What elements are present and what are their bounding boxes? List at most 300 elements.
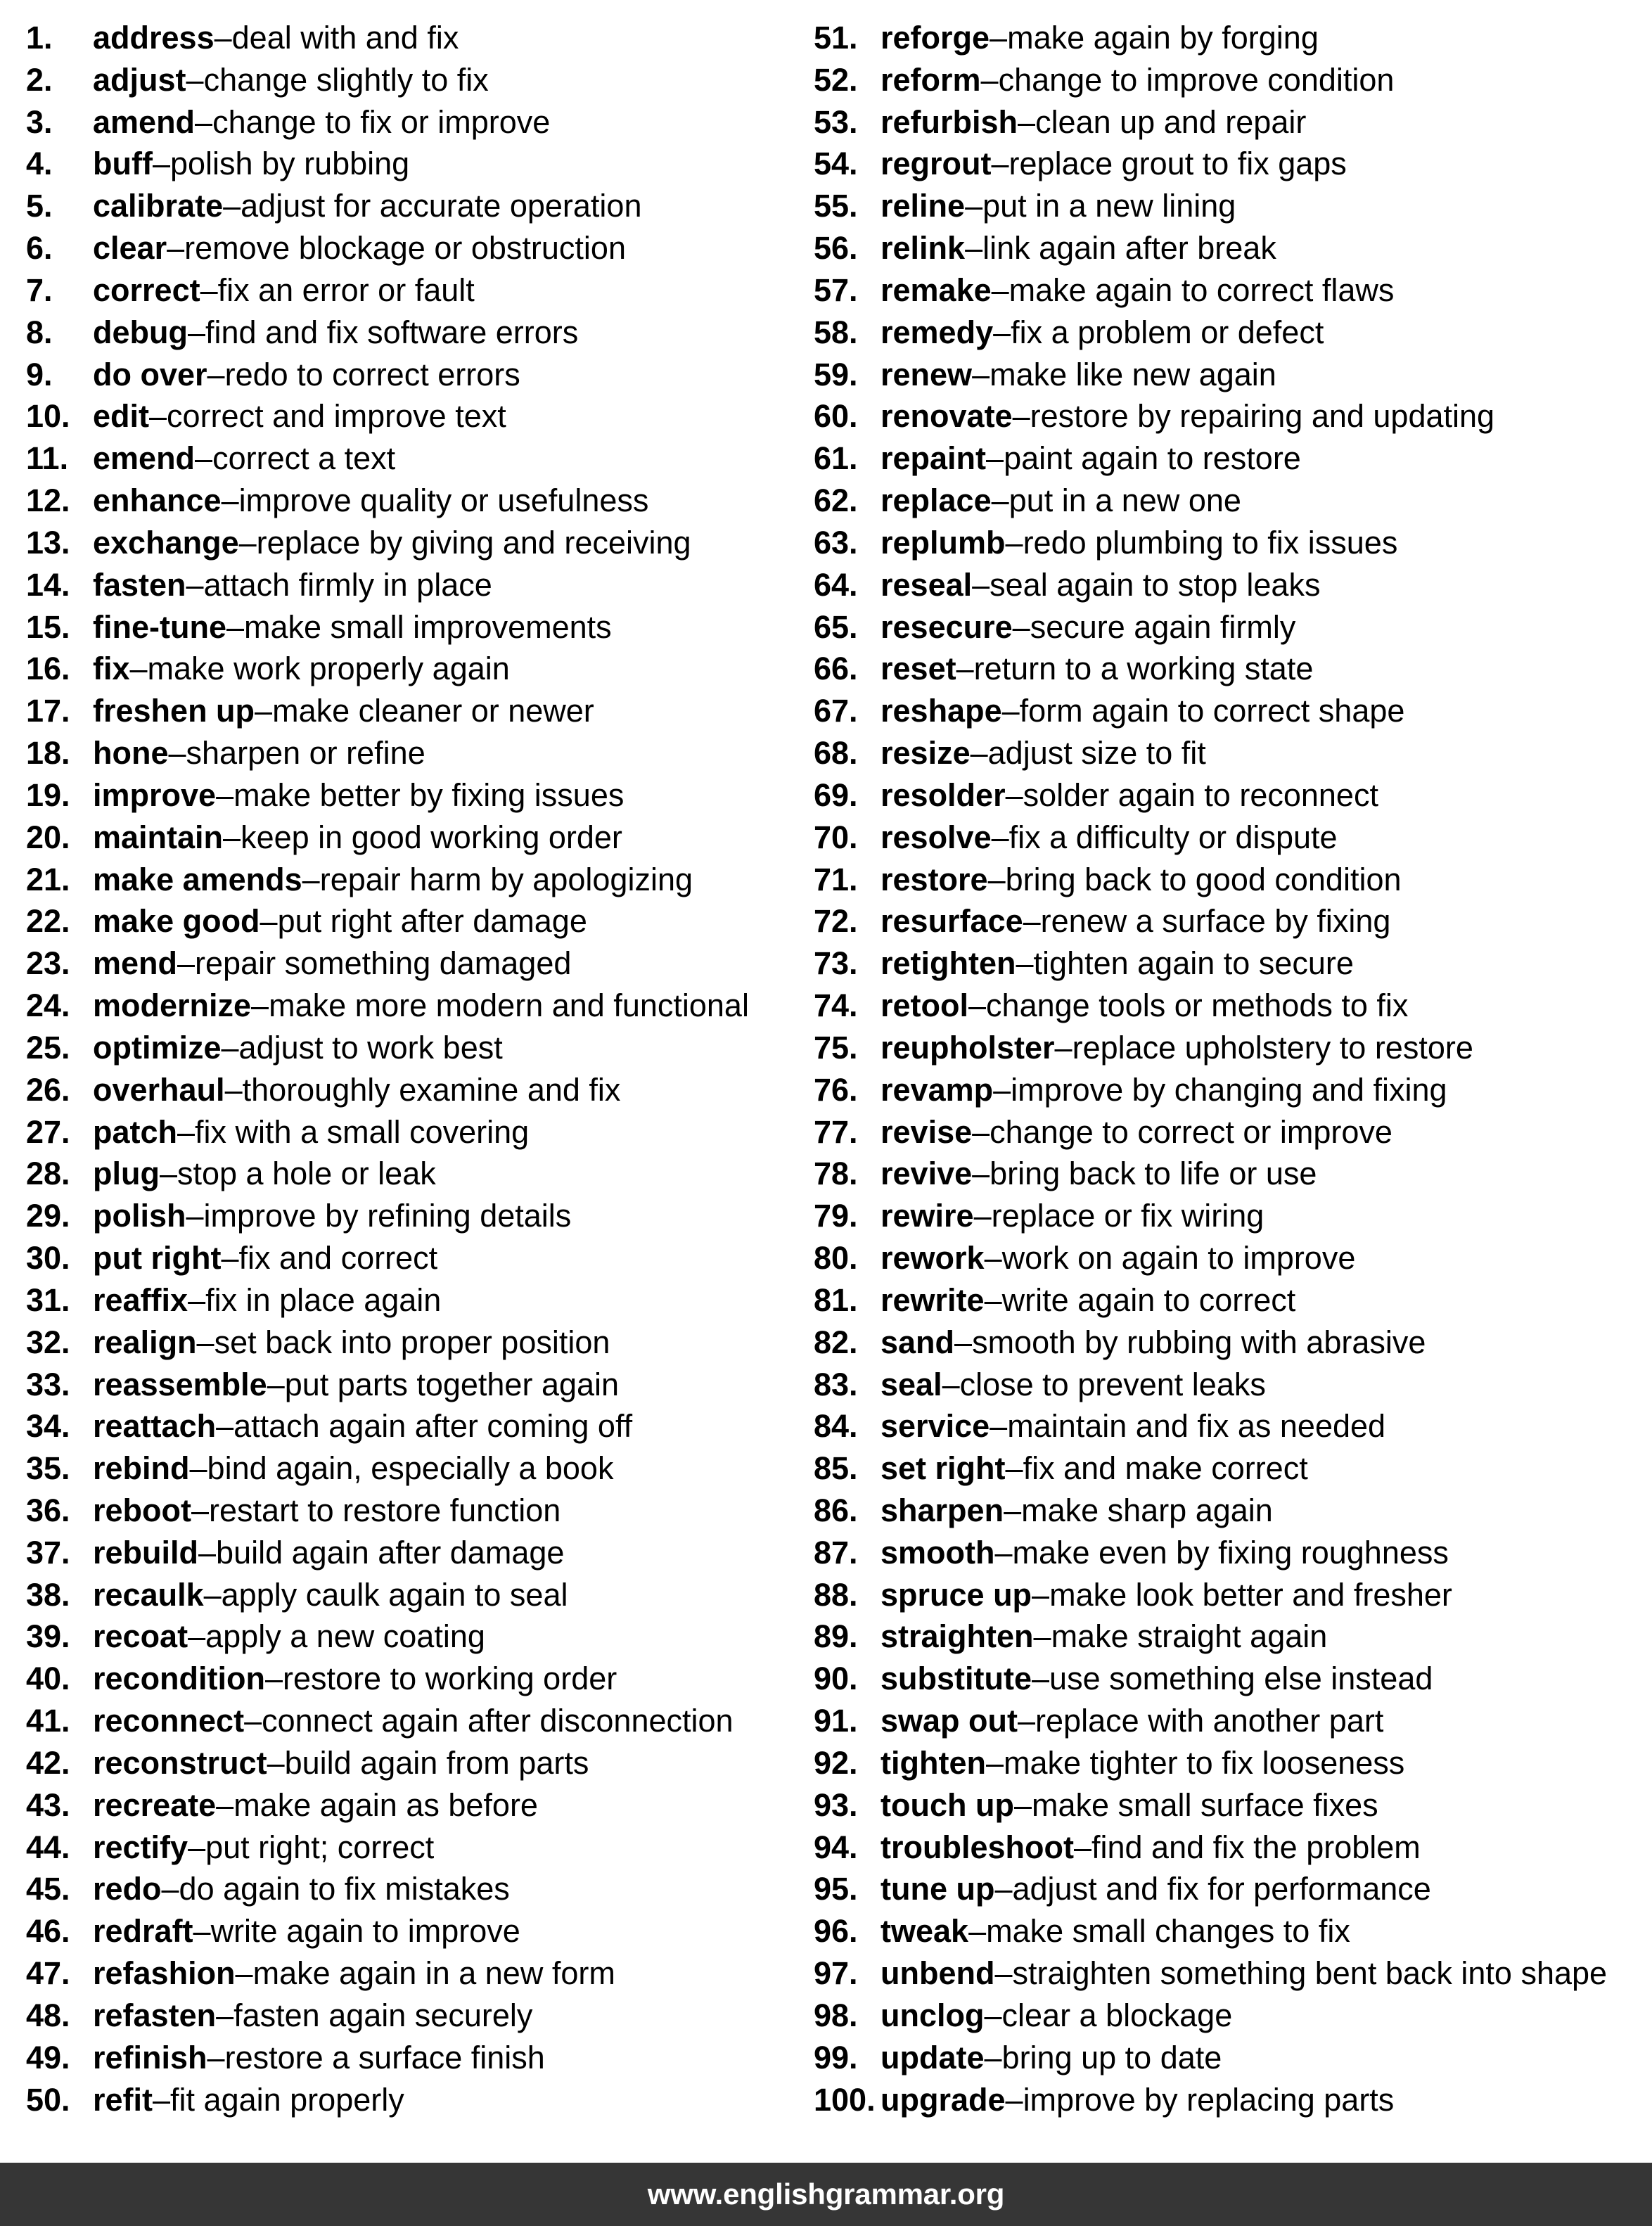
item-term: unclog bbox=[881, 1997, 985, 2033]
list-item bbox=[26, 522, 800, 564]
item-term: clear bbox=[93, 230, 167, 267]
list-item bbox=[814, 1069, 1651, 1111]
item-term: update bbox=[881, 2039, 985, 2075]
list-item bbox=[814, 1952, 1651, 1995]
item-number: 34. bbox=[26, 1408, 70, 1445]
item-separator: – bbox=[216, 1408, 234, 1445]
item-separator: – bbox=[221, 482, 239, 519]
list-item bbox=[814, 101, 1651, 143]
item-number: 62. bbox=[814, 482, 858, 519]
item-separator: – bbox=[991, 146, 1009, 182]
list-item bbox=[814, 143, 1651, 185]
item-number: 3. bbox=[26, 103, 53, 140]
item-number: 49. bbox=[26, 2039, 70, 2075]
item-term: revise bbox=[881, 1113, 973, 1150]
item-term: fix bbox=[93, 651, 130, 687]
item-separator: – bbox=[216, 1997, 234, 2033]
item-definition: make even by fixing roughness bbox=[1012, 1534, 1449, 1571]
item-definition: improve quality or usefulness bbox=[238, 482, 649, 519]
item-term: redo bbox=[93, 1871, 162, 1907]
item-definition: bring back to good condition bbox=[1005, 861, 1402, 897]
item-term: recreate bbox=[93, 1786, 217, 1823]
item-definition: bind again, especially a book bbox=[207, 1450, 614, 1487]
item-number: 18. bbox=[26, 735, 70, 772]
item-number: 28. bbox=[26, 1156, 70, 1192]
item-number: 58. bbox=[814, 314, 858, 350]
item-term: reboot bbox=[93, 1492, 191, 1528]
list-item bbox=[26, 774, 800, 817]
item-term: replace bbox=[881, 482, 992, 519]
list-item bbox=[814, 606, 1651, 648]
item-separator: – bbox=[973, 1198, 992, 1234]
item-separator: – bbox=[965, 188, 983, 224]
item-term: refasten bbox=[93, 1997, 217, 2033]
item-term: freshen up bbox=[93, 693, 255, 729]
item-definition: restore a surface finish bbox=[224, 2039, 545, 2075]
item-separator: – bbox=[972, 566, 990, 603]
item-separator: – bbox=[167, 230, 185, 267]
list-item bbox=[814, 1700, 1651, 1742]
item-term: patch bbox=[93, 1113, 178, 1150]
item-term: reshape bbox=[881, 693, 1002, 729]
list-item bbox=[814, 354, 1651, 396]
item-number: 37. bbox=[26, 1534, 70, 1571]
item-number: 82. bbox=[814, 1324, 858, 1360]
item-definition: paint again to restore bbox=[1004, 440, 1301, 477]
item-number: 61. bbox=[814, 440, 858, 477]
item-definition: find and fix software errors bbox=[205, 314, 579, 350]
item-number: 39. bbox=[26, 1618, 70, 1655]
item-number: 27. bbox=[26, 1113, 70, 1150]
item-definition: make again in a new form bbox=[252, 1955, 615, 1992]
item-term: reassemble bbox=[93, 1366, 267, 1402]
item-definition: fix in place again bbox=[205, 1281, 442, 1318]
item-definition: adjust size to fit bbox=[987, 735, 1206, 772]
item-number: 83. bbox=[814, 1366, 858, 1402]
item-term: straighten bbox=[881, 1618, 1034, 1655]
list-item bbox=[26, 732, 800, 774]
list-item bbox=[26, 1237, 800, 1279]
item-number: 69. bbox=[814, 776, 858, 813]
item-definition: work on again to improve bbox=[1001, 1240, 1356, 1277]
list-item bbox=[26, 690, 800, 732]
item-separator: – bbox=[251, 987, 269, 1024]
item-separator: – bbox=[970, 735, 988, 772]
item-definition: seal again to stop leaks bbox=[990, 566, 1321, 603]
list-item bbox=[814, 817, 1651, 859]
item-term: emend bbox=[93, 440, 196, 477]
list-item bbox=[814, 522, 1651, 564]
item-number: 36. bbox=[26, 1492, 70, 1528]
list-item bbox=[814, 1995, 1651, 2037]
item-number: 95. bbox=[814, 1871, 858, 1907]
item-term: tune up bbox=[881, 1871, 995, 1907]
list-item bbox=[814, 312, 1651, 354]
item-separator: – bbox=[990, 1408, 1008, 1445]
item-number: 47. bbox=[26, 1955, 70, 1992]
item-separator: – bbox=[223, 188, 241, 224]
item-definition: remove blockage or obstruction bbox=[184, 230, 626, 267]
item-number: 98. bbox=[814, 1997, 858, 2033]
item-definition: fasten again securely bbox=[233, 1997, 533, 2033]
item-term: tighten bbox=[881, 1744, 986, 1781]
list-item bbox=[26, 2037, 800, 2079]
list-item bbox=[26, 1658, 800, 1700]
list-item bbox=[26, 101, 800, 143]
item-definition: set back into proper position bbox=[214, 1324, 610, 1360]
item-term: resolder bbox=[881, 776, 1006, 813]
item-number: 24. bbox=[26, 987, 70, 1024]
item-number: 14. bbox=[26, 566, 70, 603]
item-term: spruce up bbox=[881, 1576, 1032, 1613]
item-number: 91. bbox=[814, 1703, 858, 1739]
item-separator: – bbox=[1005, 1450, 1023, 1487]
item-number: 42. bbox=[26, 1744, 70, 1781]
item-number: 33. bbox=[26, 1366, 70, 1402]
item-term: amend bbox=[93, 103, 196, 140]
item-number: 22. bbox=[26, 903, 70, 940]
item-separator: – bbox=[200, 271, 218, 308]
item-separator: – bbox=[1032, 1661, 1050, 1697]
item-definition: renew a surface by fixing bbox=[1040, 903, 1391, 940]
list-item bbox=[814, 774, 1651, 817]
list-item bbox=[814, 564, 1651, 606]
item-separator: – bbox=[1005, 524, 1023, 561]
item-term: renew bbox=[881, 356, 973, 392]
item-number: 66. bbox=[814, 651, 858, 687]
item-term: reline bbox=[881, 188, 966, 224]
item-definition: make better by fixing issues bbox=[233, 776, 625, 813]
item-definition: make small improvements bbox=[244, 608, 612, 645]
list-item bbox=[814, 395, 1651, 437]
word-list-right-column bbox=[814, 17, 1651, 2121]
item-separator: – bbox=[216, 1786, 234, 1823]
list-item bbox=[26, 1027, 800, 1069]
list-item bbox=[814, 1111, 1651, 1153]
item-separator: – bbox=[207, 356, 225, 392]
item-term: adjust bbox=[93, 61, 186, 98]
item-separator: – bbox=[161, 1871, 179, 1907]
list-item bbox=[814, 1616, 1651, 1658]
footer-website-link[interactable]: www.englishgrammar.org bbox=[647, 2177, 1005, 2211]
list-item bbox=[26, 1827, 800, 1869]
item-definition: find and fix the problem bbox=[1091, 1829, 1421, 1865]
list-item bbox=[26, 1784, 800, 1827]
item-term: polish bbox=[93, 1198, 186, 1234]
item-number: 73. bbox=[814, 945, 858, 982]
item-definition: make small changes to fix bbox=[986, 1913, 1350, 1950]
item-number: 52. bbox=[814, 61, 858, 98]
item-term: tweak bbox=[881, 1913, 969, 1950]
item-definition: make tighter to fix looseness bbox=[1004, 1744, 1405, 1781]
item-separator: – bbox=[1054, 1029, 1072, 1066]
item-term: remake bbox=[881, 271, 992, 308]
list-item bbox=[26, 354, 800, 396]
item-number: 29. bbox=[26, 1198, 70, 1234]
list-item bbox=[814, 942, 1651, 985]
list-item bbox=[26, 1700, 800, 1742]
item-number: 76. bbox=[814, 1071, 858, 1108]
item-separator: – bbox=[267, 1744, 285, 1781]
item-number: 9. bbox=[26, 356, 53, 392]
item-number: 94. bbox=[814, 1829, 858, 1865]
item-separator: – bbox=[984, 1281, 1002, 1318]
list-item bbox=[26, 1111, 800, 1153]
item-term: unbend bbox=[881, 1955, 995, 1992]
item-separator: – bbox=[198, 1534, 217, 1571]
item-number: 70. bbox=[814, 819, 858, 855]
item-number: 87. bbox=[814, 1534, 858, 1571]
list-item bbox=[26, 859, 800, 901]
item-definition: tighten again to secure bbox=[1033, 945, 1354, 982]
item-number: 43. bbox=[26, 1786, 70, 1823]
list-item bbox=[26, 1742, 800, 1784]
item-term: recaulk bbox=[93, 1576, 204, 1613]
item-separator: – bbox=[987, 861, 1006, 897]
item-separator: – bbox=[972, 1156, 990, 1192]
list-item bbox=[26, 1153, 800, 1195]
item-separator: – bbox=[244, 1703, 262, 1739]
list-item bbox=[814, 648, 1651, 690]
item-definition: replace grout to fix gaps bbox=[1009, 146, 1347, 182]
item-term: exchange bbox=[93, 524, 239, 561]
item-definition: deal with and fix bbox=[231, 20, 459, 56]
item-definition: restore to working order bbox=[283, 1661, 617, 1697]
item-term: reconstruct bbox=[93, 1744, 267, 1781]
item-number: 96. bbox=[814, 1913, 858, 1950]
item-separator: – bbox=[189, 1450, 207, 1487]
item-term: enhance bbox=[93, 482, 222, 519]
list-item bbox=[814, 1827, 1651, 1869]
item-definition: fix with a small covering bbox=[195, 1113, 530, 1150]
item-number: 46. bbox=[26, 1913, 70, 1950]
item-term: service bbox=[881, 1408, 990, 1445]
item-separator: – bbox=[187, 314, 206, 350]
list-item bbox=[814, 269, 1651, 312]
item-term: upgrade bbox=[881, 2081, 1006, 2118]
item-definition: put right after damage bbox=[277, 903, 587, 940]
item-definition: keep in good working order bbox=[241, 819, 622, 855]
item-term: rebuild bbox=[93, 1534, 199, 1571]
item-term: resize bbox=[881, 735, 971, 772]
item-term: restore bbox=[881, 861, 988, 897]
list-item bbox=[26, 1405, 800, 1447]
item-separator: – bbox=[990, 20, 1008, 56]
item-term: repaint bbox=[881, 440, 987, 477]
item-number: 71. bbox=[814, 861, 858, 897]
item-separator: – bbox=[203, 1576, 222, 1613]
item-separator: – bbox=[153, 2081, 171, 2118]
item-definition: attach firmly in place bbox=[203, 566, 492, 603]
item-number: 32. bbox=[26, 1324, 70, 1360]
list-item bbox=[814, 1153, 1651, 1195]
item-number: 12. bbox=[26, 482, 70, 519]
item-term: revive bbox=[881, 1156, 973, 1192]
item-definition: make again by forging bbox=[1007, 20, 1319, 56]
item-number: 78. bbox=[814, 1156, 858, 1192]
item-definition: link again after break bbox=[982, 230, 1276, 267]
item-separator: – bbox=[1005, 2081, 1023, 2118]
item-term: rectify bbox=[93, 1829, 188, 1865]
item-separator: – bbox=[129, 651, 148, 687]
item-definition: adjust for accurate operation bbox=[241, 188, 642, 224]
item-term: resurface bbox=[881, 903, 1023, 940]
list-item bbox=[814, 227, 1651, 269]
item-term: overhaul bbox=[93, 1071, 225, 1108]
item-separator: – bbox=[1073, 1829, 1091, 1865]
word-list-left-column bbox=[26, 17, 800, 2121]
item-term: fine-tune bbox=[93, 608, 226, 645]
item-number: 72. bbox=[814, 903, 858, 940]
item-definition: redo to correct errors bbox=[224, 356, 520, 392]
list-item bbox=[26, 985, 800, 1027]
item-number: 79. bbox=[814, 1198, 858, 1234]
item-definition: make again as before bbox=[233, 1786, 538, 1823]
item-number: 1. bbox=[26, 20, 53, 56]
item-number: 25. bbox=[26, 1029, 70, 1066]
item-separator: – bbox=[193, 1913, 211, 1950]
list-item bbox=[814, 1532, 1651, 1574]
item-term: plug bbox=[93, 1156, 160, 1192]
item-definition: fix and make correct bbox=[1023, 1450, 1308, 1487]
item-definition: change slightly to fix bbox=[203, 61, 489, 98]
item-number: 97. bbox=[814, 1955, 858, 1992]
item-term: make good bbox=[93, 903, 260, 940]
list-item bbox=[814, 1364, 1651, 1406]
item-term: remedy bbox=[881, 314, 994, 350]
item-number: 89. bbox=[814, 1618, 858, 1655]
item-separator: – bbox=[972, 356, 990, 392]
item-definition: fix and correct bbox=[238, 1240, 438, 1277]
list-item bbox=[814, 1195, 1651, 1237]
item-separator: – bbox=[954, 1324, 973, 1360]
item-term: seal bbox=[881, 1366, 942, 1402]
item-separator: – bbox=[980, 61, 999, 98]
item-definition: clear a blockage bbox=[1001, 1997, 1233, 2033]
item-definition: replace or fix wiring bbox=[991, 1198, 1264, 1234]
item-term: recondition bbox=[93, 1661, 265, 1697]
item-term: correct bbox=[93, 271, 200, 308]
list-item bbox=[26, 1995, 800, 2037]
item-separator: – bbox=[216, 776, 234, 813]
list-item bbox=[26, 185, 800, 227]
item-definition: make more modern and functional bbox=[269, 987, 749, 1024]
list-item bbox=[26, 606, 800, 648]
item-number: 86. bbox=[814, 1492, 858, 1528]
item-number: 81. bbox=[814, 1281, 858, 1318]
item-separator: – bbox=[994, 1955, 1013, 1992]
item-number: 57. bbox=[814, 271, 858, 308]
list-item bbox=[26, 1868, 800, 1910]
item-number: 88. bbox=[814, 1576, 858, 1613]
item-definition: attach again after coming off bbox=[233, 1408, 633, 1445]
item-separator: – bbox=[168, 735, 186, 772]
item-definition: adjust and fix for performance bbox=[1012, 1871, 1431, 1907]
list-item bbox=[26, 312, 800, 354]
item-term: smooth bbox=[881, 1534, 995, 1571]
item-separator: – bbox=[177, 1113, 196, 1150]
item-definition: connect again after disconnection bbox=[262, 1703, 734, 1739]
item-separator: – bbox=[235, 1955, 253, 1992]
item-number: 74. bbox=[814, 987, 858, 1024]
list-item bbox=[814, 17, 1651, 59]
item-number: 30. bbox=[26, 1240, 70, 1277]
item-number: 75. bbox=[814, 1029, 858, 1066]
item-term: do over bbox=[93, 356, 207, 392]
item-number: 16. bbox=[26, 651, 70, 687]
item-separator: – bbox=[994, 1871, 1013, 1907]
item-separator: – bbox=[152, 146, 170, 182]
item-number: 65. bbox=[814, 608, 858, 645]
item-definition: improve by refining details bbox=[203, 1198, 572, 1234]
item-term: refurbish bbox=[881, 103, 1018, 140]
list-item bbox=[814, 1910, 1651, 1952]
item-term: modernize bbox=[93, 987, 252, 1024]
item-definition: apply caulk again to seal bbox=[221, 1576, 568, 1613]
item-number: 4. bbox=[26, 146, 53, 182]
item-term: set right bbox=[881, 1450, 1006, 1487]
item-definition: bring up to date bbox=[1001, 2039, 1222, 2075]
item-definition: change to correct or improve bbox=[990, 1113, 1392, 1150]
item-number: 59. bbox=[814, 356, 858, 392]
item-separator: – bbox=[260, 903, 278, 940]
item-number: 80. bbox=[814, 1240, 858, 1277]
item-definition: stop a hole or leak bbox=[177, 1156, 436, 1192]
list-item bbox=[26, 2079, 800, 2121]
item-separator: – bbox=[221, 1240, 239, 1277]
list-item bbox=[814, 1658, 1651, 1700]
item-definition: build again from parts bbox=[284, 1744, 589, 1781]
item-separator: – bbox=[991, 482, 1009, 519]
item-definition: improve by replacing parts bbox=[1023, 2081, 1395, 2118]
item-number: 19. bbox=[26, 776, 70, 813]
item-definition: solder again to reconnect bbox=[1023, 776, 1378, 813]
item-definition: replace upholstery to restore bbox=[1072, 1029, 1473, 1066]
list-item bbox=[814, 2037, 1651, 2079]
list-item bbox=[26, 437, 800, 480]
item-term: substitute bbox=[881, 1661, 1032, 1697]
item-term: renovate bbox=[881, 398, 1013, 435]
item-term: touch up bbox=[881, 1786, 1014, 1823]
item-definition: use something else instead bbox=[1049, 1661, 1433, 1697]
item-definition: bring back to life or use bbox=[990, 1156, 1317, 1192]
item-separator: – bbox=[207, 2039, 225, 2075]
item-number: 50. bbox=[26, 2081, 70, 2118]
list-item bbox=[814, 1574, 1651, 1616]
item-separator: – bbox=[968, 1913, 987, 1950]
list-item bbox=[814, 185, 1651, 227]
item-definition: adjust to work best bbox=[238, 1029, 503, 1066]
item-separator: – bbox=[986, 440, 1004, 477]
item-definition: replace by giving and receiving bbox=[256, 524, 691, 561]
item-number: 31. bbox=[26, 1281, 70, 1318]
list-item bbox=[814, 1742, 1651, 1784]
item-number: 2. bbox=[26, 61, 53, 98]
list-item bbox=[26, 143, 800, 185]
item-separator: – bbox=[186, 61, 204, 98]
item-definition: clean up and repair bbox=[1035, 103, 1307, 140]
item-term: troubleshoot bbox=[881, 1829, 1074, 1865]
item-number: 85. bbox=[814, 1450, 858, 1487]
list-item bbox=[814, 1868, 1651, 1910]
item-term: maintain bbox=[93, 819, 224, 855]
item-term: reaffix bbox=[93, 1281, 188, 1318]
list-item bbox=[26, 1279, 800, 1322]
item-definition: redo plumbing to fix issues bbox=[1023, 524, 1398, 561]
list-item bbox=[26, 227, 800, 269]
item-separator: – bbox=[984, 2039, 1002, 2075]
item-definition: apply a new coating bbox=[205, 1618, 485, 1655]
